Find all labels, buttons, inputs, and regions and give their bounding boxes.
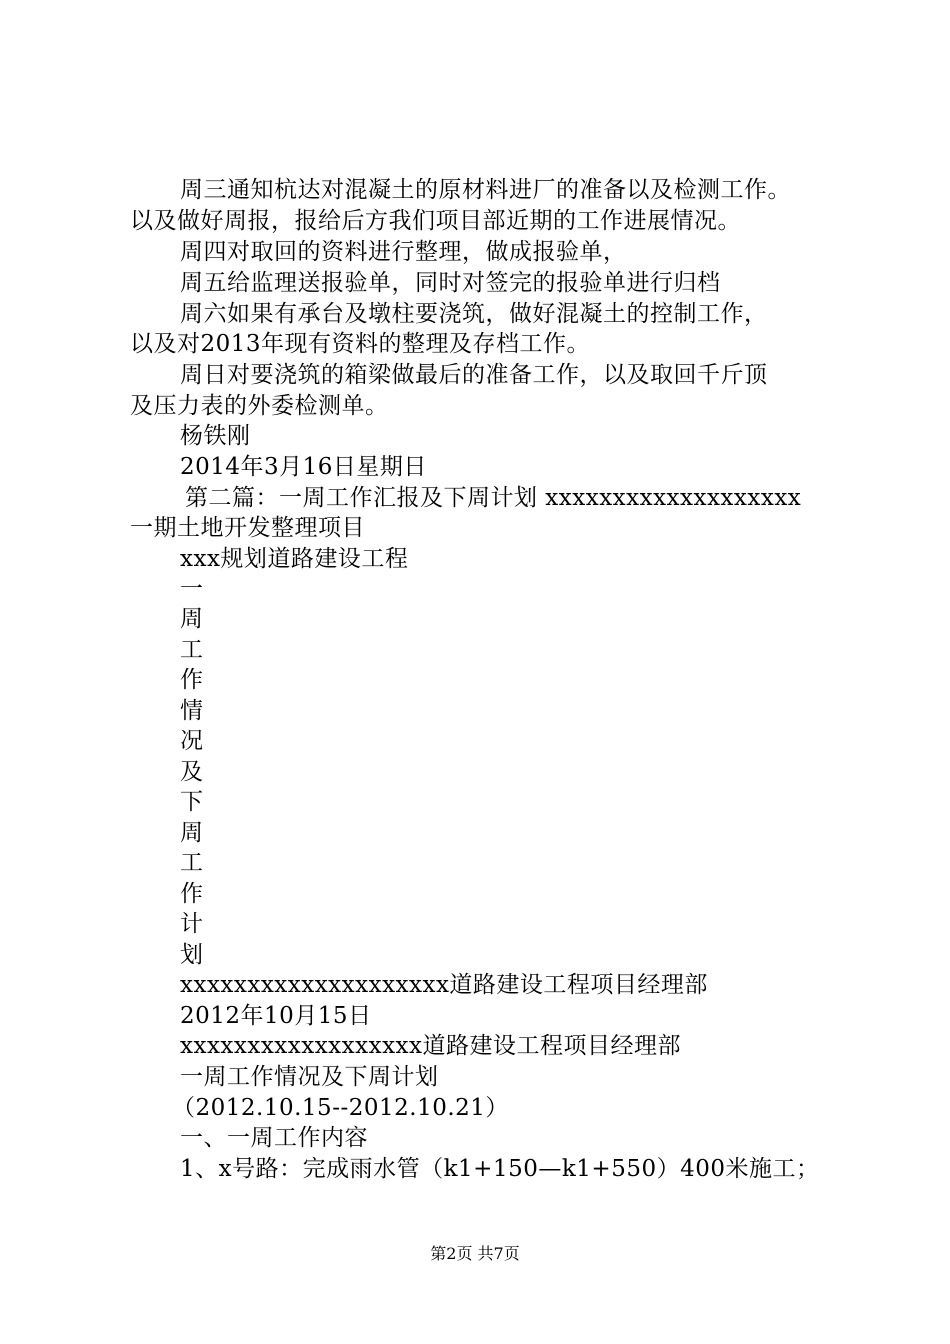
text-line: 周日对要浇筑的箱梁做最后的准备工作，以及取回千斤顶	[180, 362, 768, 388]
date-line: 2012年10月15日	[180, 1003, 372, 1029]
vertical-title-char: 计	[180, 911, 203, 937]
date-range: （2012.10.15--2012.10.21）	[172, 1095, 509, 1121]
vertical-title-char: 周	[180, 606, 203, 632]
vertical-title-char: 情	[180, 698, 203, 724]
text-line: 以及做好周报，报给后方我们项目部近期的工作进展情况。	[130, 208, 741, 234]
text-line: 周四对取回的资料进行整理，做成报验单，	[180, 239, 627, 265]
author-name: 杨铁刚	[180, 423, 251, 449]
project-title: xxx规划道路建设工程	[180, 546, 409, 572]
vertical-title-char: 下	[180, 789, 203, 815]
text-line: 1、x号路：完成雨水管（k1+150—k1+550）400米施工；	[180, 1156, 820, 1182]
text-line: 周六如果有承台及墩柱要浇筑，做好混凝土的控制工作，	[180, 301, 768, 327]
page-footer: 第2页 共7页	[430, 1244, 520, 1263]
text-line: 一期土地开发整理项目	[130, 515, 365, 541]
vertical-title-char: 作	[180, 667, 203, 693]
date-line: 2014年3月16日星期日	[180, 454, 427, 480]
text-line: 周五给监理送报验单，同时对签完的报验单进行归档	[180, 270, 721, 296]
vertical-title-char: 周	[180, 820, 203, 846]
text-line: 周三通知杭达对混凝土的原材料进厂的准备以及检测工作。	[180, 177, 791, 203]
vertical-title-char: 作	[180, 881, 203, 907]
section-heading: 一、一周工作内容	[180, 1125, 368, 1151]
department-line: xxxxxxxxxxxxxxxxxxxx道路建设工程项目经理部	[180, 972, 708, 998]
department-line: xxxxxxxxxxxxxxxxxx道路建设工程项目经理部	[180, 1033, 681, 1059]
vertical-title-char: 况	[180, 728, 203, 754]
doc-title: 一周工作情况及下周计划	[180, 1064, 439, 1090]
section-heading: 第二篇：一周工作汇报及下周计划 xxxxxxxxxxxxxxxxxxx	[185, 485, 802, 511]
vertical-title-char: 及	[180, 759, 203, 785]
vertical-title-char: 划	[180, 942, 203, 968]
text-line: 及压力表的外委检测单。	[130, 393, 389, 419]
text-line: 以及对2013年现有资料的整理及存档工作。	[130, 331, 591, 357]
vertical-title-char: 工	[180, 637, 203, 663]
vertical-title-char: 工	[180, 850, 203, 876]
vertical-title-char: 一	[180, 576, 203, 602]
